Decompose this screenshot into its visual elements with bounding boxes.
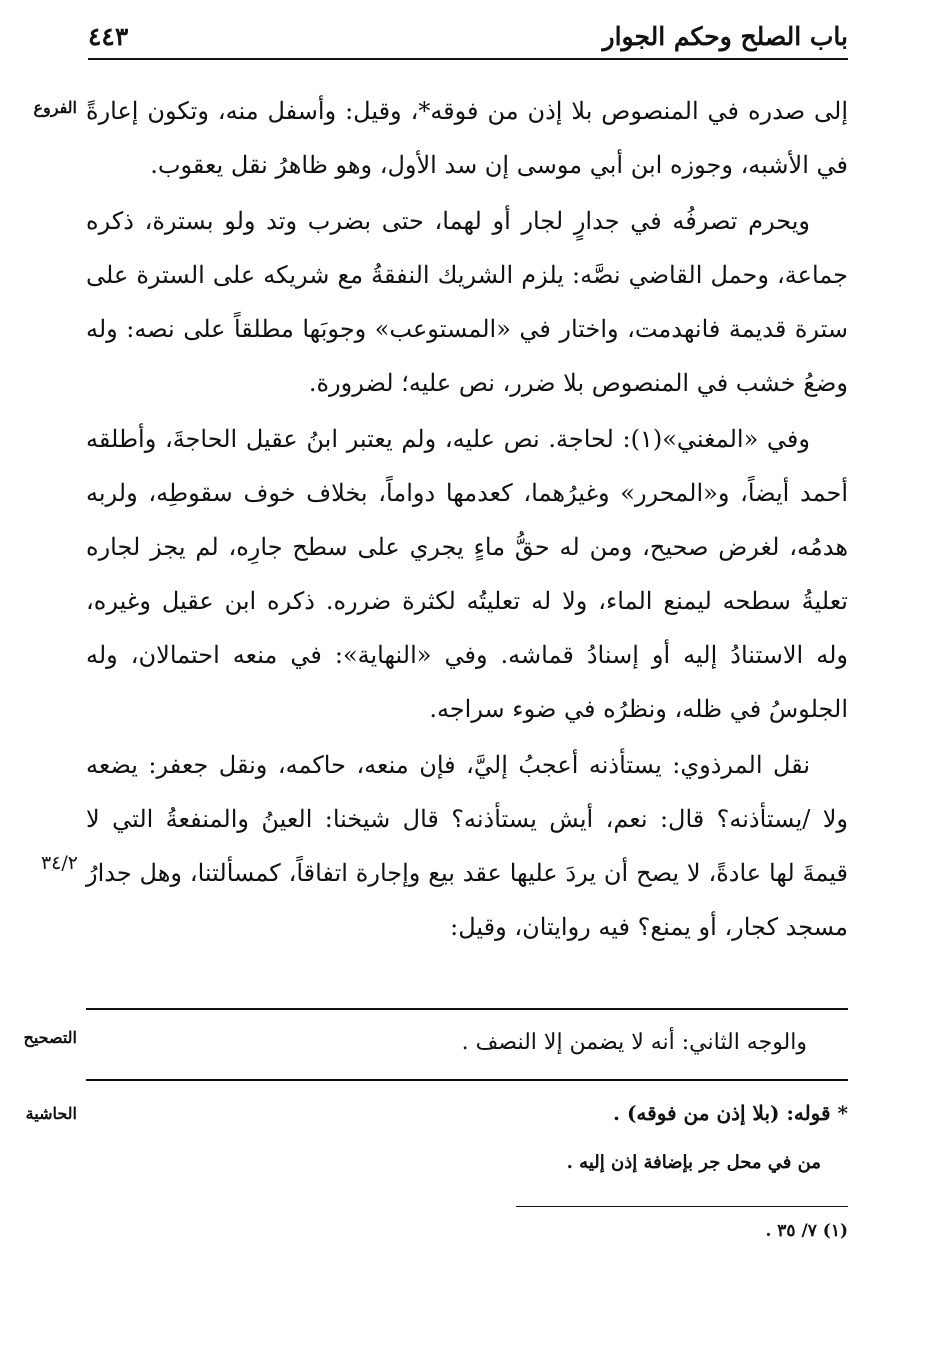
chapter-title: باب الصلح وحكم الجوار — [602, 22, 848, 51]
paragraph-3: وفي «المغني»(١): لحاجة. نص عليه، ولم يعتبر ابنُ عقيل الحاجةَ، وأطلقه أحمد أيضاً، و«المحرر» وغيرُهما، كعدمها دواماً، بخلاف خوف سقوطِه، ولربه هدمُه، لغرض صحيح، ومن له حقُّ ماءٍ يجري على سطح جارِه، لم يجز لجاره تعليةُ سطحه ليمنع الماء، ولا له تعليتُه لكثرة ضرره. ذكره ابن عقيل وغيره، وله الاستنادُ إليه أو إسنادُ قماشه. وفي «النهاية»: في منعه احتمالان، وله الجلوسُ في ظله، ونظرُه في ضوء سراجه. — [86, 425, 848, 723]
side-label-hashiya: الحاشية — [25, 1104, 77, 1123]
page-number: ٤٤٣ — [88, 22, 129, 51]
tashih-text: والوجه الثاني: أنه لا يضمن إلا النصف . — [461, 1030, 807, 1055]
hashiya-title: * قوله: (بلا إذن من فوقه) . — [613, 1101, 848, 1125]
paragraph-4: نقل المرذوي: يستأذنه أعجبُ إليَّ، فإن منعه، حاكمه، ونقل جعفر: يضعه ولا /يستأذنه؟ قال: نعم، أيش يستأذنه؟ قال شيخنا: العينُ والمنفعةُ التي لا قيمةَ لها عادةً، لا يصح أن يردَ عليها عقد بيع وإجارة اتفاقاً، كمسألتنا، وهل جدارُ مسجد كجار، أو يمنع؟ فيه روايتان، وقيل: — [86, 751, 848, 941]
main-text — [86, 84, 848, 954]
section-divider-tashih — [86, 1008, 848, 1010]
paragraph-2: ويحرم تصرفُه في جدارٍ لجار أو لهما، حتى بضرب وتد ولو بسترة، ذكره جماعة، وحمل القاضي نصَّه: يلزم الشريك النفقةُ مع شريكه على السترة على سترة قديمة فانهدمت، واختار في «المستوعب» وجوبَها مطلقاً على نصه: وله وضعُ خشب في المنصوص بلا ضرر، نص عليه؛ لضرورة. — [86, 207, 848, 397]
page-header — [88, 18, 848, 60]
side-label-furu: الفروع — [33, 98, 77, 117]
footnote-divider — [516, 1206, 848, 1207]
footnote: (١) ٧/ ٣٥ . — [765, 1221, 848, 1241]
section-divider-hashiya — [86, 1079, 848, 1081]
side-label-tashih: التصحيح — [23, 1028, 77, 1047]
paragraph-1: إلى صدره في المنصوص بلا إذن من فوقه*، وقيل: وأسفل منه، وتكون إعارةً في الأشبه، وجوزه ابن أبي موسى إن سد الأول، وهو ظاهرُ نقل يعقوب. — [86, 97, 848, 179]
hashiya-text: من في محل جر بإضافة إذن إليه . — [566, 1152, 821, 1173]
volume-page-reference: ٣٤/٢ — [40, 852, 78, 874]
